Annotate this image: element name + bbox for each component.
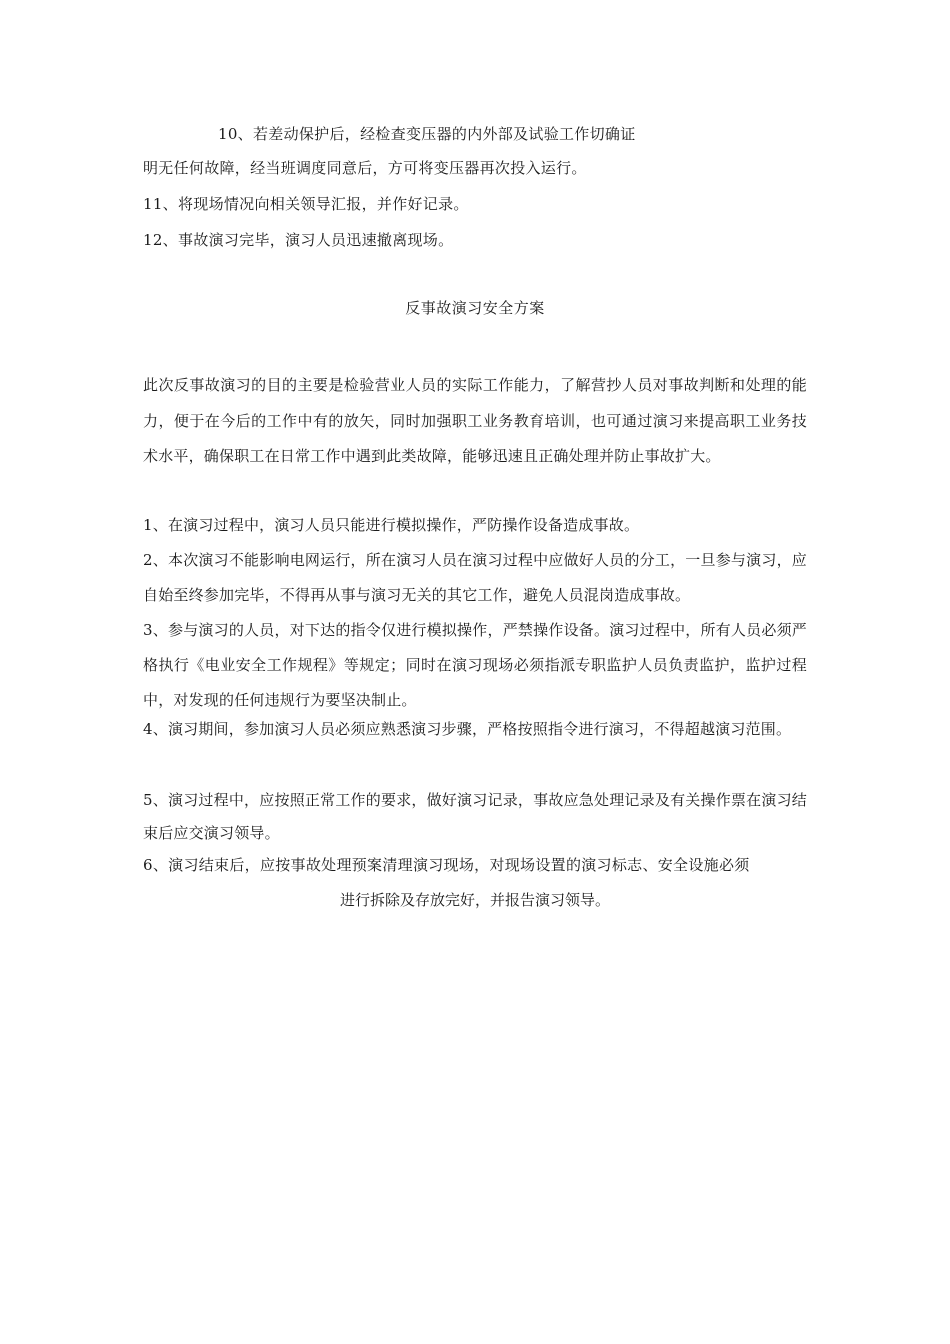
item-12: 12、事故演习完毕，演习人员迅速撤离现场。 <box>143 231 454 249</box>
rule-1: 1、在演习过程中，演习人员只能进行模拟操作，严防操作设备造成事故。 <box>143 516 640 534</box>
rule-3: 3、参与演习的人员，对下达的指令仅进行模拟操作，严禁操作设备。演习过程中，所有人员必须严格执行《电业安全工作规程》等规定；同时在演习现场必须指派专职监护人员负责监护，监护过程中，对发现的任何违规行为要坚决制止。 <box>143 621 807 709</box>
item-10-line-2: 明无任何故障，经当班调度同意后，方可将变压器再次投入运行。 <box>143 159 587 177</box>
rule-2: 2、本次演习不能影响电网运行，所在演习人员在演习过程中应做好人员的分工，一旦参与演习，应自始至终参加完毕，不得再从事与演习无关的其它工作，避免人员混岗造成事故。 <box>143 551 807 604</box>
section-title: 反事故演习安全方案 <box>405 299 545 317</box>
rule-6-line-2: 进行拆除及存放完好，并报告演习领导。 <box>339 891 610 909</box>
item-11: 11、将现场情况向相关领导汇报，并作好记录。 <box>143 195 469 213</box>
intro-paragraph: 此次反事故演习的目的主要是检验营业人员的实际工作能力，了解营抄人员对事故判断和处理的能力，便于在今后的工作中有的放矢，同时加强职工业务教育培训，也可通过演习来提高职工业务技术水平，确保职工在日常工作中遇到此类故障，能够迅速且正确处理并防止事故扩大。 <box>143 376 807 465</box>
rule-4: 4、演习期间，参加演习人员必须应熟悉演习步骤，严格按照指令进行演习，不得超越演习范围。 <box>143 720 792 738</box>
item-10-line-1: 10、若差动保护后，经检查变压器的内外部及试验工作切确证 <box>218 125 636 143</box>
rule-6-line-1: 6、演习结束后，应按事故处理预案清理演习现场，对现场设置的演习标志、安全设施必须 <box>143 856 750 874</box>
rule-5: 5、演习过程中，应按照正常工作的要求，做好演习记录，事故应急处理记录及有关操作票在演习结束后应交演习领导。 <box>143 791 807 842</box>
